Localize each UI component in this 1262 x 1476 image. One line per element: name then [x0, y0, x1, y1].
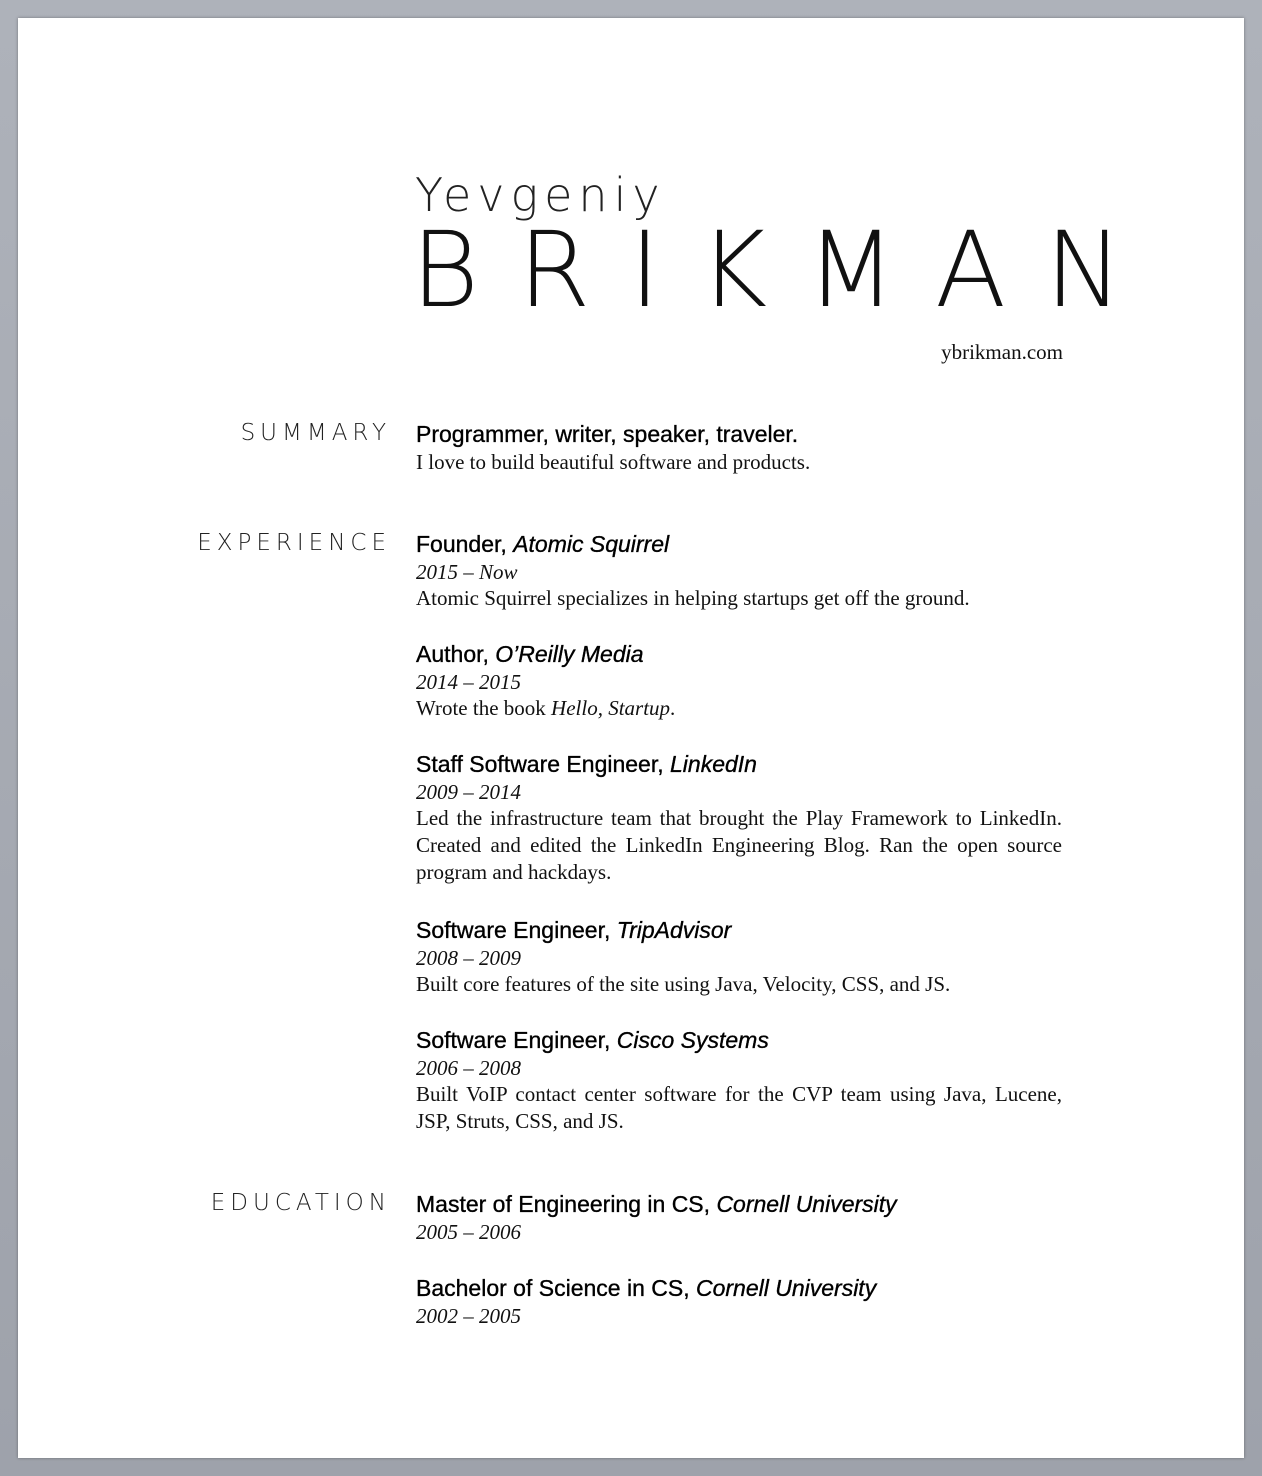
- summary-text: I love to build beautiful software and products.: [416, 450, 811, 474]
- job-org: Atomic Squirrel: [513, 531, 670, 557]
- degree-title: [416, 1190, 1062, 1219]
- job-description-pre: Wrote the book: [416, 696, 546, 720]
- degree-dates: 2002 – 2005: [416, 1304, 521, 1328]
- book-title: Hello, Startup: [551, 696, 671, 720]
- job-dates: 2009 – 2014: [416, 780, 521, 804]
- first-name: Yevgeniy: [415, 168, 666, 222]
- job-org: LinkedIn: [670, 751, 757, 777]
- resume-page: [18, 18, 1244, 1458]
- job-role: Staff Software Engineer,: [416, 751, 664, 777]
- job-description: [416, 695, 1062, 722]
- job-description: Atomic Squirrel specializes in helping startups get off the ground.: [416, 586, 970, 610]
- experience-item: [416, 530, 1062, 612]
- degree-title: [416, 1274, 1062, 1303]
- summary-headline: Programmer, writer, speaker, traveler.: [416, 421, 799, 447]
- job-description: Built core features of the site using Java, Velocity, CSS, and JS.: [416, 972, 951, 996]
- job-title: [416, 750, 1062, 779]
- experience-item: [416, 750, 1062, 886]
- job-title: [416, 916, 1062, 945]
- degree-name: Master of Engineering in CS,: [416, 1191, 711, 1217]
- website-link[interactable]: ybrikman.com: [941, 340, 1063, 364]
- job-role: Software Engineer,: [416, 1027, 611, 1053]
- job-title: [416, 530, 1062, 559]
- summary-section: [416, 420, 1062, 476]
- experience-item: [416, 916, 1062, 998]
- experience-item: [416, 640, 1062, 722]
- job-role: Founder,: [416, 531, 507, 557]
- summary-label: SUMMARY: [240, 420, 391, 446]
- job-dates: 2015 – Now: [416, 560, 518, 584]
- experience-item: [416, 1026, 1062, 1135]
- degree-dates: 2005 – 2006: [416, 1220, 521, 1244]
- job-title: [416, 640, 1062, 669]
- job-description: Built VoIP contact center software for the CVP team using Java, Lucene, JSP, Struts, CSS, and JS.: [416, 1082, 1062, 1133]
- degree-name: Bachelor of Science in CS,: [416, 1275, 690, 1301]
- education-item: [416, 1274, 1062, 1329]
- job-description: Led the infrastructure team that brought the Play Framework to LinkedIn. Created and edited the LinkedIn Engineering Blog. Ran the open source program and hackdays.: [416, 806, 1062, 884]
- job-role: Software Engineer,: [416, 917, 611, 943]
- last-name: BRIKMAN: [411, 209, 1162, 331]
- job-org: O’Reilly Media: [495, 641, 644, 667]
- job-title: [416, 1026, 1062, 1055]
- experience-label: EXPERIENCE: [197, 530, 391, 556]
- job-dates: 2006 – 2008: [416, 1056, 521, 1080]
- education-label: EDUCATION: [210, 1190, 391, 1216]
- job-description-post: .: [670, 696, 676, 720]
- job-org: TripAdvisor: [616, 917, 732, 943]
- job-role: Author,: [416, 641, 489, 667]
- education-item: [416, 1190, 1062, 1245]
- job-dates: 2014 – 2015: [416, 670, 521, 694]
- job-dates: 2008 – 2009: [416, 946, 521, 970]
- job-org: Cisco Systems: [616, 1027, 769, 1053]
- school-name: Cornell University: [716, 1191, 897, 1217]
- school-name: Cornell University: [695, 1275, 877, 1301]
